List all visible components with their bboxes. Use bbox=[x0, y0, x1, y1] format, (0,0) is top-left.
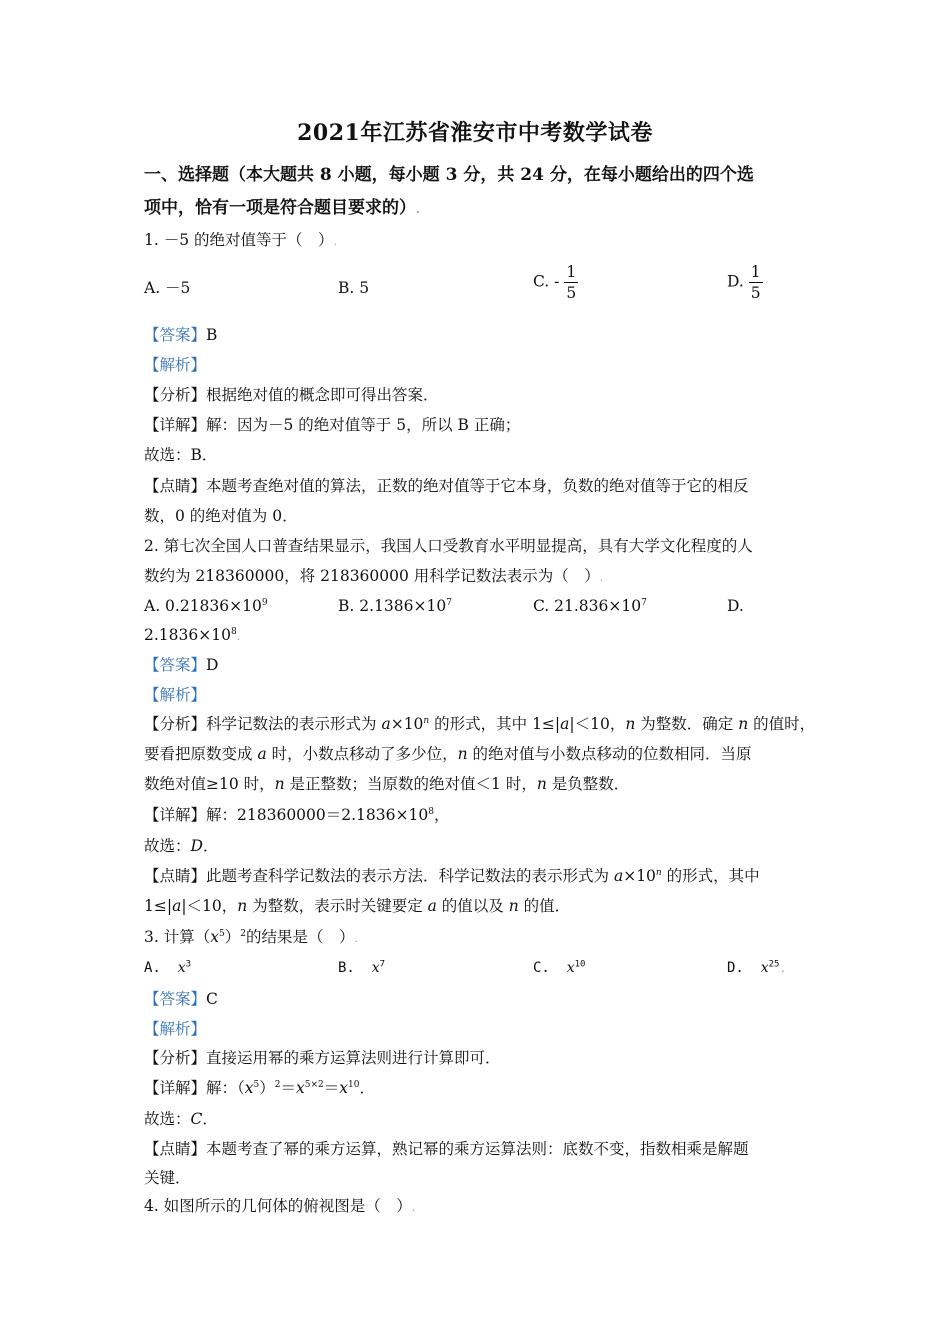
exponent: 5 bbox=[218, 928, 225, 939]
q3-answer-value: C bbox=[206, 990, 218, 1008]
text-run: ） bbox=[259, 1079, 275, 1097]
q1-fenxi bbox=[144, 385, 439, 405]
dianjing-label: 【点睛】 bbox=[144, 867, 207, 885]
q3-option-a bbox=[144, 958, 191, 978]
text-run: |＜10， bbox=[181, 897, 238, 915]
q2-option-c-base: C. 21.836×10 bbox=[533, 597, 642, 615]
answer-label: 【答案】 bbox=[144, 990, 207, 1008]
dianjing-label: 【点睛】 bbox=[144, 477, 207, 495]
q1-option-c bbox=[533, 263, 578, 302]
section-heading-text: 项中，恰有一项是符合题目要求的） bbox=[144, 198, 416, 218]
text-run: 1≤| bbox=[144, 897, 173, 915]
var-n: n bbox=[508, 897, 519, 915]
text-run: 故选： bbox=[144, 1110, 191, 1128]
q2-option-d-exp: 8 bbox=[230, 626, 237, 637]
text-run: 数绝对值≥10 时， bbox=[144, 775, 275, 793]
q4-stem bbox=[144, 1196, 415, 1218]
q2-dianjing-line2 bbox=[144, 896, 570, 916]
analysis-label: 【解析】 bbox=[144, 686, 207, 704]
q2-stem-line1: 2. 第七次全国人口普查结果显示，我国人口受教育水平明显提高，具有大学文化程度的人 bbox=[144, 537, 753, 555]
text-run: 的结果是（ ） bbox=[245, 928, 355, 946]
var-n: n bbox=[655, 867, 662, 878]
q1-option-d-label: D. bbox=[727, 272, 749, 291]
q1-option-d-fraction bbox=[749, 263, 763, 302]
q1-analysis-heading bbox=[144, 355, 206, 375]
text-run: ． bbox=[202, 1110, 218, 1128]
q2-option-c bbox=[533, 596, 647, 616]
text-run: ×10 bbox=[390, 715, 424, 733]
var-a: a bbox=[172, 897, 182, 915]
q4-stem-text: 4. 如图所示的几何体的俯视图是（ ） bbox=[144, 1197, 412, 1215]
q1-option-c-label: C. bbox=[533, 272, 555, 291]
para-mark: . bbox=[354, 932, 358, 945]
q3-fenxi bbox=[144, 1048, 501, 1068]
var-n: n bbox=[536, 775, 547, 793]
text-run: 的值以及 bbox=[436, 897, 509, 915]
xiangjie-label: 【详解】 bbox=[144, 1079, 207, 1097]
text-run: 解：218360000＝2.1836×10 bbox=[206, 806, 429, 824]
exponent: 25 bbox=[768, 959, 780, 970]
section-heading-line1: 一、选择题（本大题共 8 小题，每小题 3 分，共 24 分，在每小题给出的四个选 bbox=[144, 165, 754, 185]
var-x: x bbox=[177, 960, 186, 976]
var-a: a bbox=[381, 715, 391, 733]
q2-option-b bbox=[338, 596, 452, 616]
text-run: 的形式，其中 1≤| bbox=[429, 715, 561, 733]
para-mark: . bbox=[779, 962, 787, 975]
text-run: ． bbox=[359, 1079, 376, 1097]
exponent: 3 bbox=[185, 959, 192, 970]
q2-guxuan bbox=[144, 836, 218, 856]
text-run: |＜10， bbox=[569, 715, 626, 733]
q3-dianjing-line2: 关键． bbox=[144, 1169, 191, 1187]
var-n: n bbox=[274, 775, 285, 793]
q2-xiangjie bbox=[144, 805, 449, 825]
q2-option-b-base: B. 2.1386×10 bbox=[338, 597, 447, 615]
var-x: x bbox=[371, 960, 380, 976]
answer-label: 【答案】 bbox=[144, 656, 207, 674]
q3-option-d bbox=[727, 958, 786, 979]
q1-fenxi-text: 根据绝对值的概念即可得出答案． bbox=[206, 386, 439, 404]
text-run: 为整数．确定 bbox=[635, 715, 739, 733]
text-run: ． bbox=[202, 837, 219, 855]
q3-stem bbox=[144, 927, 358, 949]
exponent: 10 bbox=[574, 959, 586, 970]
q2-answer bbox=[144, 655, 218, 675]
para-mark: . bbox=[599, 571, 604, 584]
exponent: 5 bbox=[253, 1079, 260, 1090]
var-a: a bbox=[257, 745, 267, 763]
text-run: ＝ bbox=[280, 1079, 297, 1097]
choice-letter: D bbox=[190, 837, 203, 855]
text-run: 是正整数；当原数的绝对值＜1 时， bbox=[284, 775, 537, 793]
q2-option-d-label: D. bbox=[727, 597, 744, 615]
fraction-denominator: 5 bbox=[566, 284, 577, 302]
page-title: 2021年江苏省淮安市中考数学试卷 bbox=[297, 120, 653, 146]
para-mark: . bbox=[236, 630, 241, 643]
fraction-denominator: 5 bbox=[750, 284, 761, 302]
text-run: 是负整数． bbox=[546, 775, 630, 793]
text-run: 要看把原数变成 bbox=[144, 745, 258, 763]
var-x: x bbox=[296, 1079, 305, 1097]
q3-dianjing-text: 本题考查了幂的乘方运算，熟记幂的乘方运算法则：底数不变，指数相乘是解题 bbox=[206, 1140, 749, 1158]
q2-stem-line2 bbox=[144, 566, 603, 588]
q3-option-b bbox=[338, 958, 385, 978]
q3-fenxi-text: 直接运用幂的乘方运算法则进行计算即可． bbox=[206, 1049, 501, 1067]
q1-xiangjie bbox=[144, 415, 520, 435]
q1-option-c-fraction bbox=[564, 263, 578, 302]
q1-guxuan: 故选：B． bbox=[144, 446, 218, 464]
q3-dianjing-line1 bbox=[144, 1139, 749, 1159]
text-run: ） bbox=[224, 928, 241, 946]
q1-answer-value: B bbox=[206, 326, 218, 344]
para-mark: . bbox=[416, 203, 420, 216]
text-run: ×10 bbox=[623, 867, 656, 885]
var-n: n bbox=[738, 715, 749, 733]
text-run: 时，小数点移动了多少位， bbox=[266, 745, 458, 763]
choice-letter: C bbox=[190, 1110, 203, 1128]
answer-label: 【答案】 bbox=[144, 326, 207, 344]
q3-analysis-heading bbox=[144, 1019, 206, 1039]
exponent: 8 bbox=[428, 806, 434, 817]
q3-xiangjie bbox=[144, 1078, 375, 1098]
exponent: 7 bbox=[379, 959, 386, 970]
xiangjie-label: 【详解】 bbox=[144, 806, 207, 824]
var-x: x bbox=[244, 1079, 254, 1097]
fenxi-label: 【分析】 bbox=[144, 715, 207, 733]
var-n: n bbox=[625, 715, 636, 733]
text-run: ， bbox=[433, 806, 450, 824]
fenxi-label: 【分析】 bbox=[144, 386, 207, 404]
section-heading-line2 bbox=[144, 198, 420, 220]
text-run: 为整数，表示时关键要定 bbox=[247, 897, 428, 915]
fraction-numerator: 1 bbox=[566, 263, 577, 281]
exponent: 2 bbox=[274, 1079, 281, 1090]
q1-answer bbox=[144, 325, 217, 345]
q3-guxuan bbox=[144, 1109, 218, 1129]
q1-option-b: B. 5 bbox=[338, 279, 370, 297]
var-a: a bbox=[427, 897, 437, 915]
q2-fenxi-line3 bbox=[144, 774, 629, 794]
option-label: D. bbox=[727, 960, 744, 976]
fraction-bar bbox=[749, 282, 763, 283]
q3-option-c bbox=[533, 958, 585, 978]
q1-option-a: A. －5 bbox=[144, 279, 191, 297]
text-run: 的值时， bbox=[748, 715, 816, 733]
text-run: 3. 计算（ bbox=[144, 928, 211, 946]
var-n: n bbox=[457, 745, 468, 763]
text-run: 解：（ bbox=[206, 1079, 245, 1097]
var-n: n bbox=[237, 897, 248, 915]
var-x: x bbox=[210, 928, 219, 946]
q2-option-b-exp: 7 bbox=[446, 597, 452, 608]
var-a: a bbox=[560, 715, 570, 733]
q1-stem-text: 1. －5 的绝对值等于（ ） bbox=[144, 231, 334, 249]
q1-dianjing-line2: 数，0 的绝对值为 0． bbox=[144, 507, 298, 525]
q2-fenxi-line1 bbox=[144, 714, 815, 734]
fraction-numerator: 1 bbox=[750, 263, 761, 281]
analysis-label: 【解析】 bbox=[144, 356, 207, 374]
text-run: 科学记数法的表示形式为 bbox=[206, 715, 382, 733]
q2-stem-text: 数约为 218360000，将 218360000 用科学记数法表示为（ ） bbox=[144, 567, 600, 585]
text-run: ＝ bbox=[323, 1079, 340, 1097]
text-run: 的绝对值与小数点移动的位数相同．当原 bbox=[467, 745, 752, 763]
q3-answer bbox=[144, 989, 218, 1009]
q2-option-c-exp: 7 bbox=[641, 597, 647, 608]
var-x: x bbox=[760, 960, 769, 976]
option-label: C. bbox=[533, 960, 550, 976]
exponent: 5×2 bbox=[304, 1079, 324, 1090]
text-run: 的值． bbox=[518, 897, 571, 915]
option-label: A. bbox=[144, 960, 161, 976]
text-run: 此题考查科学记数法的表示方法．科学记数法的表示形式为 bbox=[206, 867, 614, 885]
exponent: 10 bbox=[348, 1079, 360, 1090]
q1-xiangjie-text: 解：因为－5 的绝对值等于 5，所以 B 正确； bbox=[206, 416, 521, 434]
q2-option-a bbox=[144, 596, 268, 616]
fraction-bar bbox=[564, 282, 578, 283]
var-x: x bbox=[339, 1079, 349, 1097]
q2-dianjing-line1 bbox=[144, 866, 760, 886]
fenxi-label: 【分析】 bbox=[144, 1049, 207, 1067]
q2-analysis-heading bbox=[144, 685, 206, 705]
q1-stem bbox=[144, 230, 337, 252]
q2-option-d-base: 2.1836×10 bbox=[144, 626, 231, 644]
exponent: 2 bbox=[240, 928, 246, 939]
var-x: x bbox=[566, 960, 575, 976]
para-mark: . bbox=[333, 235, 338, 248]
q2-option-a-base: A. 0.21836×10 bbox=[144, 597, 262, 615]
option-label: B. bbox=[338, 960, 355, 976]
q2-answer-value: D bbox=[206, 656, 219, 674]
var-a: a bbox=[613, 867, 624, 885]
var-n: n bbox=[423, 715, 430, 726]
q2-fenxi-line2 bbox=[144, 744, 752, 764]
q2-option-a-exp: 9 bbox=[261, 597, 268, 608]
dianjing-label: 【点睛】 bbox=[144, 1140, 207, 1158]
q1-dianjing-line1 bbox=[144, 476, 749, 496]
xiangjie-label: 【详解】 bbox=[144, 416, 207, 434]
analysis-label: 【解析】 bbox=[144, 1020, 207, 1038]
q1-option-c-sign: - bbox=[554, 272, 560, 291]
q1-dianjing-text: 本题考查绝对值的算法，正数的绝对值等于它本身，负数的绝对值等于它的相反 bbox=[206, 477, 749, 495]
q1-option-d bbox=[727, 263, 763, 302]
text-run: 的形式，其中 bbox=[661, 867, 760, 885]
text-run: 故选： bbox=[144, 837, 191, 855]
q2-option-d bbox=[144, 625, 240, 647]
para-mark: . bbox=[411, 1201, 416, 1214]
